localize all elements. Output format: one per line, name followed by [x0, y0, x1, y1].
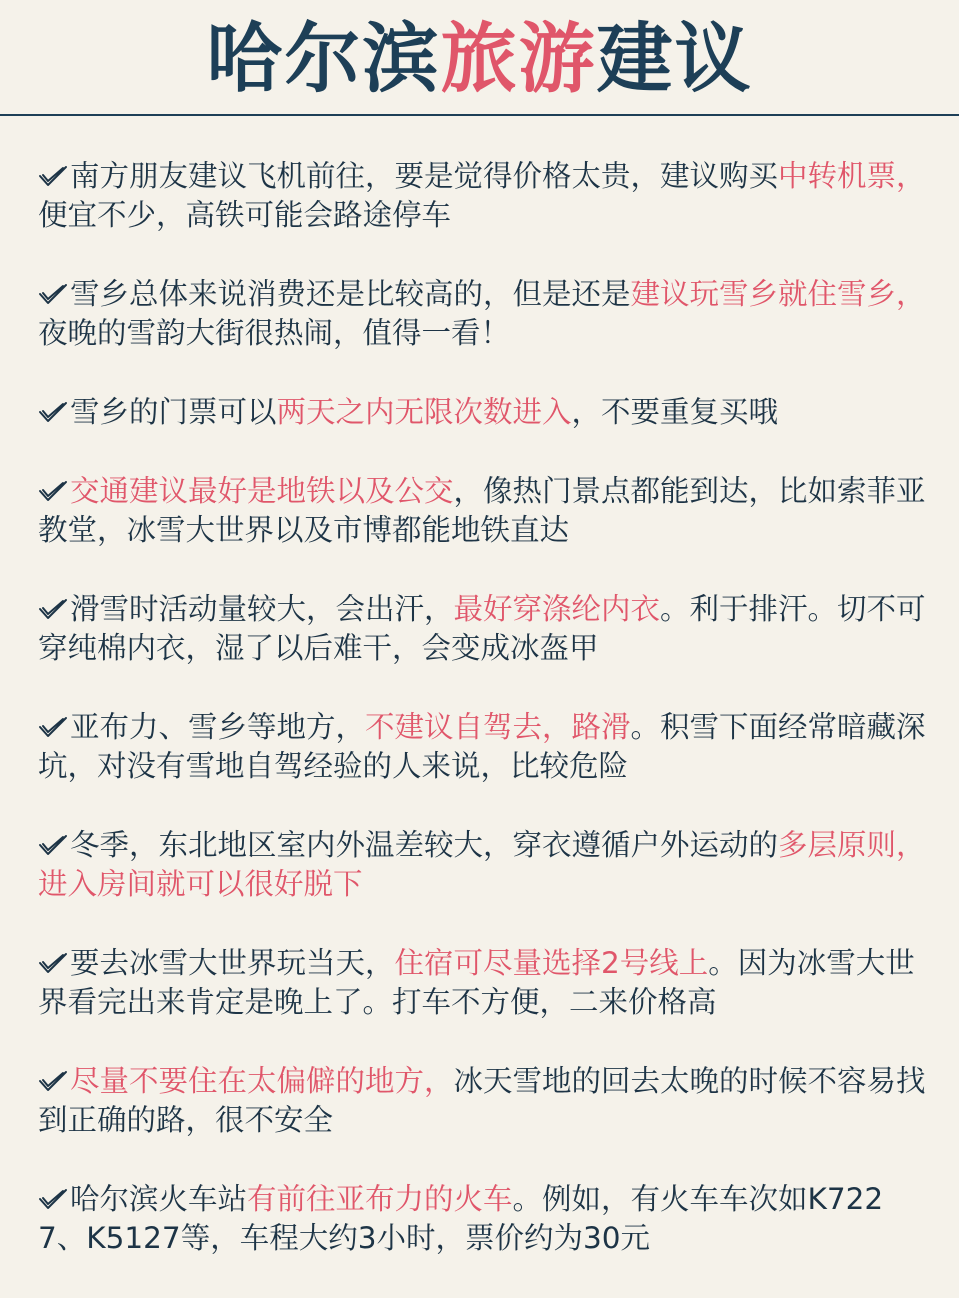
- tip-text: 亚布力、雪乡等地方，: [70, 710, 366, 744]
- title-part-2: 旅游: [440, 14, 597, 103]
- list-item: [38, 472, 930, 550]
- checkmark-icon: [38, 951, 68, 975]
- tip-highlight: 尽量不要住在太偏僻的地方，: [70, 1064, 454, 1098]
- tip-text: 。积雪下面经常暗藏深坑，对没有雪地自驾经验的人来说，比较危险: [38, 710, 926, 783]
- list-item: [38, 1062, 930, 1140]
- page-title: [206, 14, 753, 103]
- tip-highlight: 多层原则，进入房间就可以很好脱下: [38, 828, 926, 901]
- tip-highlight: 两天之内无限次数进入: [276, 395, 572, 429]
- list-item: [38, 826, 930, 904]
- tip-text: 冰天雪地的回去太晚的时候不容易找到正确的路，很不安全: [38, 1064, 926, 1137]
- tip-text: 。例如，有火车车次如K7227、K5127等，车程大约3小时，票价约为30元: [38, 1182, 884, 1255]
- tip-highlight: 最好穿涤纶内衣: [453, 592, 661, 626]
- checkmark-icon: [38, 282, 68, 306]
- checkmark-icon: [38, 1069, 68, 1093]
- tip-highlight: 不建议自驾去，路滑: [365, 710, 631, 744]
- list-item: [38, 157, 930, 235]
- tip-text: 哈尔滨火车站: [70, 1182, 248, 1216]
- tip-highlight: 有前往亚布力的火车: [247, 1182, 513, 1216]
- tip-text: 夜晚的雪韵大街很热闹，值得一看！: [38, 316, 511, 350]
- tip-text: 雪乡总体来说消费还是比较高的，但是还是: [70, 277, 631, 311]
- title-part-3: 建议: [596, 14, 753, 103]
- tips-list: [38, 157, 930, 1298]
- list-item: [38, 1180, 930, 1258]
- checkmark-icon: [38, 164, 68, 188]
- checkmark-icon: [38, 715, 68, 739]
- checkmark-icon: [38, 833, 68, 857]
- tip-text: ，像热门景点都能到达，比如索菲亚教堂，冰雪大世界以及市博都能地铁直达: [38, 474, 926, 547]
- tip-text: 冬季，东北地区室内外温差较大，穿衣遵循户外运动的: [70, 828, 779, 862]
- tip-text: 。利于排汗。切不可穿纯棉内衣，湿了以后难干，会变成冰盔甲: [38, 592, 926, 665]
- tip-text: 雪乡的门票可以: [70, 395, 277, 429]
- tip-text: 南方朋友建议飞机前往，要是觉得价格太贵，建议购买: [70, 159, 779, 193]
- checkmark-icon: [38, 1187, 68, 1211]
- list-item: [38, 944, 930, 1022]
- tip-text: 。因为冰雪大世界看完出来肯定是晚上了。打车不方便，二来价格高: [38, 946, 915, 1019]
- header: [0, 0, 959, 116]
- checkmark-icon: [38, 597, 68, 621]
- checkmark-icon: [38, 400, 68, 424]
- tip-text: 滑雪时活动量较大，会出汗，: [70, 592, 454, 626]
- tip-text: ，不要重复买哦: [571, 395, 779, 429]
- checkmark-icon: [38, 479, 68, 503]
- title-part-1: 哈尔滨: [206, 14, 441, 103]
- list-item: [38, 275, 930, 353]
- tip-highlight: 建议玩雪乡就住雪乡，: [630, 277, 926, 311]
- tip-highlight: 中转机票，: [778, 159, 926, 193]
- list-item: [38, 590, 930, 668]
- tip-text: 要去冰雪大世界玩当天，: [70, 946, 395, 980]
- tip-highlight: 住宿可尽量选择2号线上: [394, 946, 709, 980]
- list-item: [38, 708, 930, 786]
- tip-text: 便宜不少，高铁可能会路途停车: [38, 198, 452, 232]
- list-item: [38, 393, 930, 432]
- tip-highlight: 交通建议最好是地铁以及公交: [70, 474, 454, 508]
